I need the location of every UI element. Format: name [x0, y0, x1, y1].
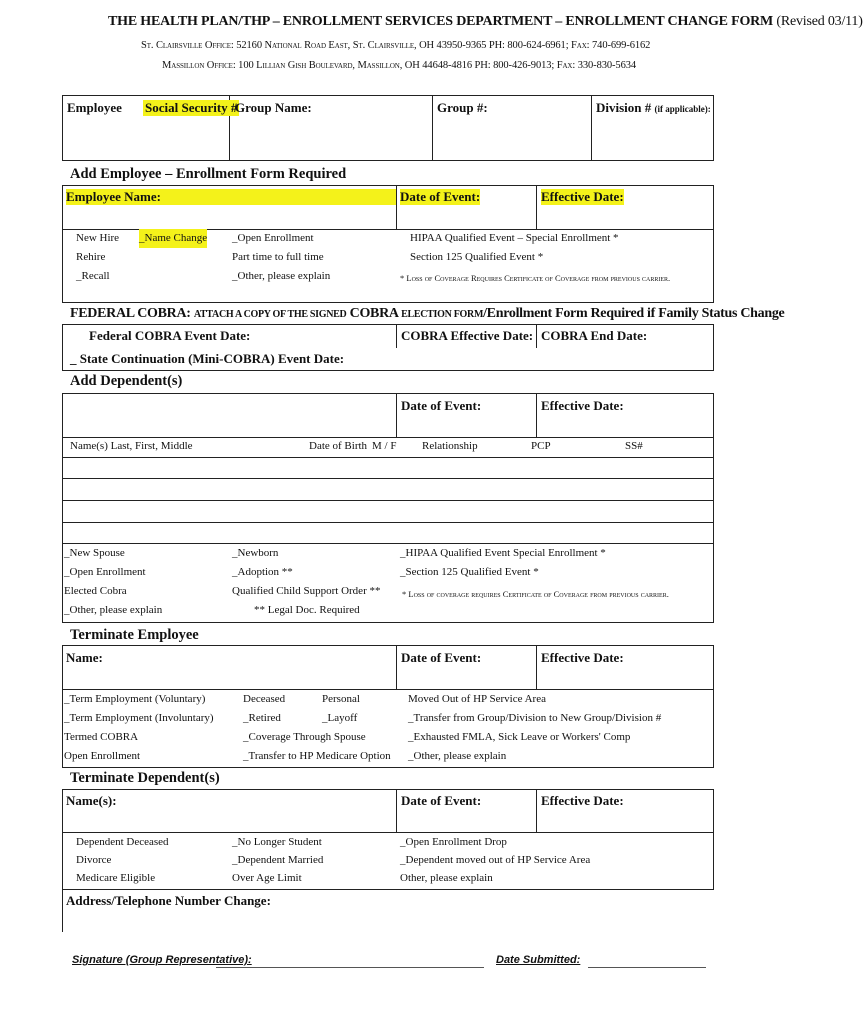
- terminate-dependent-effective-date[interactable]: Effective Date:: [541, 793, 624, 808]
- terminate-dependent-col2: [232, 833, 323, 887]
- terminate-effective-date[interactable]: Effective Date:: [541, 650, 624, 665]
- group-name-field[interactable]: Group Name:: [235, 100, 312, 115]
- option-hipaa[interactable]: HIPAA Qualified Event – Special Enrollment *: [410, 232, 619, 244]
- terminate-col3: [408, 690, 661, 766]
- terminate-dependent-heading: Terminate Dependent(s): [70, 770, 220, 786]
- option-newborn[interactable]: _Newborn: [232, 547, 279, 559]
- option-term-open-enrollment[interactable]: Open Enrollment: [64, 750, 141, 762]
- terminate-col1: [64, 690, 214, 766]
- option-term-involuntary[interactable]: _Term Employment (Involuntary): [64, 712, 214, 724]
- option-dependent-married[interactable]: _Dependent Married: [232, 854, 324, 866]
- option-adoption[interactable]: _Adoption **: [232, 566, 293, 578]
- col-header-pcp: PCP: [531, 440, 551, 452]
- option-dependent-moved-out[interactable]: _Dependent moved out of HP Service Area: [400, 854, 591, 866]
- coverage-note: * Loss of Coverage Requires Certificate of Coverage from previous carrier.: [400, 273, 671, 283]
- option-rehire[interactable]: Rehire: [76, 251, 106, 263]
- option-dep-hipaa[interactable]: _HIPAA Qualified Event Special Enrollment *: [400, 547, 606, 559]
- effective-date-field[interactable]: Effective Date:: [541, 189, 624, 204]
- option-term-voluntary[interactable]: _Term Employment (Voluntary): [64, 693, 206, 705]
- dependent-date-of-event[interactable]: Date of Event:: [401, 398, 482, 413]
- cobra-end-date[interactable]: COBRA End Date:: [541, 328, 648, 343]
- option-divorce[interactable]: Divorce: [76, 854, 112, 866]
- option-open-enrollment[interactable]: _Open Enrollment: [232, 232, 314, 244]
- ssn-field[interactable]: Social Security #: [145, 100, 238, 115]
- address-change-field[interactable]: Address/Telephone Number Change:: [66, 893, 271, 908]
- option-dependent-deceased[interactable]: Dependent Deceased: [76, 836, 169, 848]
- dependent-coverage-note: * Loss of coverage requires Certificate of Coverage from previous carrier.: [402, 589, 669, 599]
- option-medicare-eligible[interactable]: Medicare Eligible: [76, 872, 156, 884]
- dependent-row-1[interactable]: [62, 478, 714, 479]
- option-termed-cobra[interactable]: Termed COBRA: [64, 731, 139, 743]
- add-employee-heading: Add Employee – Enrollment Form Required: [70, 166, 347, 182]
- add-dependent-col3: [400, 544, 606, 582]
- date-submitted-field[interactable]: Date Submitted:: [496, 954, 581, 966]
- option-part-to-full[interactable]: Part time to full time: [232, 251, 324, 263]
- division-field[interactable]: Division # (if applicable):: [596, 100, 711, 115]
- terminate-dependent-names[interactable]: Name(s):: [66, 793, 117, 808]
- option-term-dep-other[interactable]: Other, please explain: [400, 872, 493, 884]
- col-header-dob: Date of Birth: [309, 440, 368, 452]
- terminate-employee-heading: Terminate Employee: [70, 627, 199, 643]
- add-employee-col1: [76, 229, 119, 286]
- terminate-col2b: [322, 690, 360, 728]
- legal-doc-note: ** Legal Doc. Required: [254, 604, 360, 616]
- option-coverage-spouse[interactable]: _Coverage Through Spouse: [243, 731, 366, 743]
- option-new-spouse[interactable]: _New Spouse: [64, 547, 125, 559]
- option-section-125[interactable]: Section 125 Qualified Event *: [410, 251, 544, 263]
- col-header-ssn: SS#: [625, 440, 643, 452]
- option-personal[interactable]: Personal: [322, 693, 360, 705]
- add-dependent-col1: [64, 544, 162, 620]
- option-other[interactable]: _Other, please explain: [232, 270, 331, 282]
- cobra-effective-date[interactable]: COBRA Effective Date:: [401, 328, 534, 343]
- signature-field[interactable]: Signature (Group Representative):: [72, 954, 252, 966]
- col-header-name: Name(s) Last, First, Middle: [70, 440, 193, 452]
- group-number-field[interactable]: Group #:: [437, 100, 488, 115]
- terminate-dependent-col3: [400, 833, 590, 887]
- federal-cobra-event-date[interactable]: Federal COBRA Event Date:: [89, 328, 251, 343]
- option-over-age-limit[interactable]: Over Age Limit: [232, 872, 302, 884]
- terminate-name-field[interactable]: Name:: [66, 650, 103, 665]
- add-dependent-col2: [232, 544, 380, 620]
- col-header-sex: M / F: [372, 440, 397, 452]
- option-dep-section-125[interactable]: _Section 125 Qualified Event *: [400, 566, 539, 578]
- state-continuation-event-date[interactable]: _ State Continuation (Mini-COBRA) Event Date:: [70, 351, 345, 366]
- option-recall[interactable]: _Recall: [76, 270, 110, 282]
- option-elected-cobra[interactable]: Elected Cobra: [64, 585, 127, 597]
- terminate-date-of-event[interactable]: Date of Event:: [401, 650, 482, 665]
- dependent-row-2[interactable]: [62, 500, 714, 501]
- option-transfer-medicare[interactable]: _Transfer to HP Medicare Option: [243, 750, 391, 762]
- date-of-event-field[interactable]: Date of Event:: [400, 189, 481, 204]
- office-address-1: St. Clairsville Office: 52160 National Road East, St. Clairsville, OH 43950-9365 PH: 800-624-6961; Fax: 740-699-6162: [141, 40, 651, 51]
- option-no-longer-student[interactable]: _No Longer Student: [232, 836, 322, 848]
- option-moved-out[interactable]: Moved Out of HP Service Area: [408, 693, 546, 705]
- employee-name-field[interactable]: Employee Name:: [66, 189, 396, 205]
- add-dependent-heading: Add Dependent(s): [70, 373, 183, 389]
- dependent-row-3[interactable]: [62, 522, 714, 523]
- option-dep-open-enrollment[interactable]: _Open Enrollment: [64, 566, 146, 578]
- option-dep-other[interactable]: _Other, please explain: [64, 604, 163, 616]
- option-open-enrollment-drop[interactable]: _Open Enrollment Drop: [400, 836, 507, 848]
- employee-label: Employee: [67, 100, 122, 115]
- dependent-effective-date[interactable]: Effective Date:: [541, 398, 624, 413]
- option-child-support-order[interactable]: Qualified Child Support Order **: [232, 585, 381, 597]
- col-header-relationship: Relationship: [422, 440, 478, 452]
- option-deceased[interactable]: Deceased: [243, 693, 286, 705]
- option-new-hire[interactable]: New Hire: [76, 232, 120, 244]
- option-layoff[interactable]: _Layoff: [322, 712, 358, 724]
- terminate-col2a: [243, 690, 391, 766]
- option-name-change[interactable]: _Name Change: [139, 229, 207, 248]
- option-retired[interactable]: _Retired: [243, 712, 281, 724]
- option-transfer-group[interactable]: _Transfer from Group/Division to New Group/Division #: [408, 712, 662, 724]
- office-address-2: Massillon Office: 100 Lillian Gish Boulevard, Massillon, OH 44648-4816 PH: 800-426-9013; Fax: 330-830-5634: [162, 60, 637, 71]
- terminate-dependent-date-event[interactable]: Date of Event:: [401, 793, 482, 808]
- option-exhausted-fmla[interactable]: _Exhausted FMLA, Sick Leave or Workers' Comp: [408, 731, 631, 743]
- form-title: THE HEALTH PLAN/THP – ENROLLMENT SERVICES DEPARTMENT – ENROLLMENT CHANGE FORM (Revised 03/11): [108, 14, 863, 29]
- add-employee-col2: [232, 229, 330, 286]
- terminate-dependent-col1: [76, 833, 169, 887]
- option-term-other[interactable]: _Other, please explain: [408, 750, 507, 762]
- add-employee-col3: [410, 229, 619, 267]
- cobra-heading: FEDERAL COBRA: ATTACH A COPY OF THE SIGNED COBRA ELECTION FORM/Enrollment Form Required if Family Status Change: [70, 306, 785, 321]
